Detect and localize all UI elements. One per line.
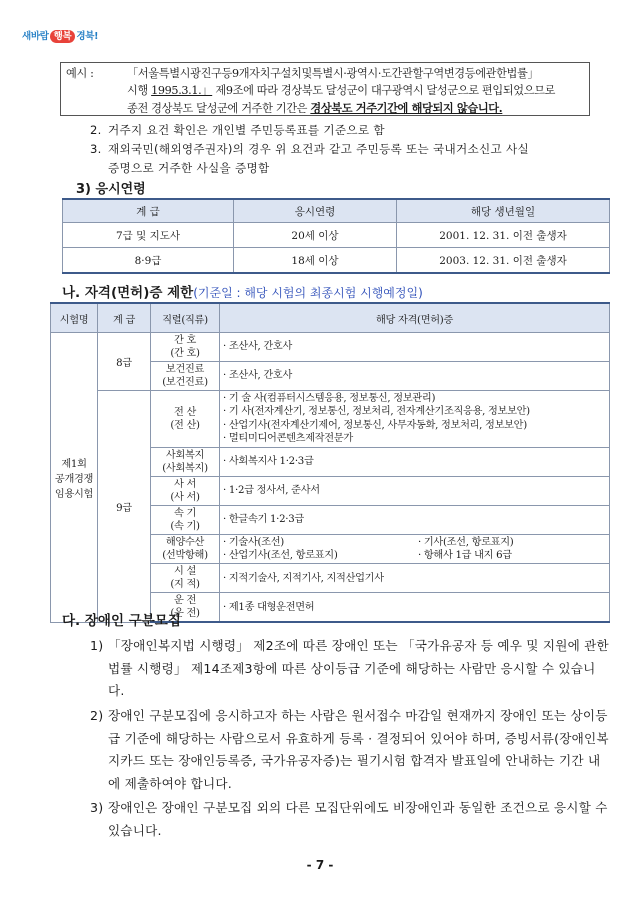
job-cell	[151, 505, 220, 534]
note-2	[90, 121, 385, 140]
job-line: (간 호)	[170, 348, 200, 359]
item-text: 「장애인복지법 시행령」 제2조에 따른 장애인 또는 「국가유공자 등 예우 및 지원에 관한 법률 시행령」 제14조제3항에 따른 상이등급 기준에 해당하는 사람만 응시할 수 있습니다.	[108, 638, 609, 698]
job-line: (지 적)	[170, 579, 200, 591]
col-header: 해당 자격(면허)증	[220, 303, 610, 333]
table-cell: 7급 및 지도사	[63, 223, 234, 248]
job-line: 전 산	[173, 406, 197, 418]
job-cell	[151, 564, 220, 593]
page-number: - 7 -	[306, 858, 334, 872]
job-line: (운 전)	[170, 608, 200, 620]
col-header: 직렬(직류)	[151, 303, 220, 333]
example-line-3b: 경상북도 거주기간에 해당되지 않습니다.	[310, 101, 503, 115]
col-header: 응시연령	[234, 199, 397, 223]
exam-name-line: 공개경쟁	[54, 473, 94, 485]
note-num: 2.	[90, 123, 102, 137]
license-table	[50, 302, 610, 623]
qual-item: · 기사(조선, 항로표지)	[418, 536, 514, 548]
qual-cell: · 지적기술사, 지적기사, 지적산업기사	[220, 564, 610, 593]
disabled-item-2	[90, 705, 610, 795]
grade-cell: 9급	[98, 391, 151, 623]
qual-cell	[220, 391, 610, 448]
logo-text-3: 경북!	[76, 31, 99, 42]
example-line-2c: 제9조에 따라 경상북도 달성군이 대구광역시 달성군으로 편입되었으므로	[212, 84, 556, 97]
job-cell	[151, 534, 220, 564]
example-line-1: 「서울특별시광진구등9개자치구설치및특별시·광역시·도간관할구역변경등에관한법률」	[127, 67, 539, 80]
job-line: 해양수산	[165, 537, 205, 549]
age-section-title: 3) 응시연령	[76, 182, 146, 197]
job-cell	[151, 476, 220, 505]
col-header: 계 급	[98, 303, 151, 333]
table-row	[51, 333, 610, 362]
job-line: (사 서)	[170, 491, 200, 503]
job-line: (선박항해)	[162, 550, 208, 562]
item-num: 3)	[90, 800, 104, 815]
example-line-2a: 시행	[127, 84, 152, 97]
logo-text-2: 행복	[50, 30, 76, 43]
exam-name-line: 임용시험	[54, 488, 94, 500]
note-3	[90, 140, 529, 159]
qual-line	[223, 549, 608, 562]
job-line: 시 설	[173, 566, 197, 578]
job-line: 사 서	[173, 478, 197, 490]
example-line-2	[127, 83, 555, 100]
item-text: 장애인은 장애인 구분모집 외의 다른 모집단위에도 비장애인과 동일한 조건으로 응시할 수 있습니다.	[108, 800, 608, 838]
table-cell: 18세 이상	[234, 248, 397, 274]
qual-line	[223, 536, 608, 549]
col-header: 시험명	[51, 303, 98, 333]
job-line: 간 호	[173, 335, 197, 346]
example-label: 예시 :	[66, 67, 94, 80]
qual-item: · 산업기사(조선, 항로표지)	[223, 550, 338, 562]
example-box	[60, 62, 590, 116]
qual-item: · 기술사(조선)	[223, 536, 284, 548]
table-header-row	[51, 303, 610, 333]
disabled-item-3	[90, 797, 610, 842]
age-table	[62, 198, 610, 274]
item-num: 1)	[90, 638, 104, 653]
job-line: (전 산)	[170, 419, 200, 431]
job-cell	[151, 447, 220, 476]
job-cell	[151, 362, 220, 391]
table-row	[63, 223, 610, 248]
job-cell	[151, 333, 220, 362]
example-line-3a: 종전 경상북도 달성군에 거주한 기간은	[127, 102, 311, 115]
job-line: (사회복지)	[162, 462, 208, 474]
job-line: (보건진료)	[162, 377, 208, 388]
qual-cell	[220, 534, 610, 564]
col-header: 계 급	[63, 199, 234, 223]
license-section-title	[62, 281, 423, 301]
qual-cell: · 조산사, 간호사	[220, 333, 610, 362]
note-3-cont	[90, 159, 269, 178]
qual-line: · 기 사(전자계산기, 정보통신, 정보처리, 전자계산기조직응용, 정보보안)	[223, 406, 530, 418]
disabled-section-title: 다. 장애인 구분모집	[62, 613, 181, 629]
qual-cell: · 한글속기 1·2·3급	[220, 505, 610, 534]
note-text: 거주지 요건 확인은 개인별 주민등록표를 기준으로 함	[108, 123, 385, 137]
qual-line: · 기 술 사(컴퓨터시스템응용, 정보통신, 정보관리)	[223, 393, 436, 404]
job-line: 사회복지	[165, 449, 205, 461]
qual-cell: · 사회복지사 1·2·3급	[220, 447, 610, 476]
job-line: 운 전	[173, 595, 197, 607]
logo-text-1: 새바람	[22, 31, 49, 42]
license-note: (기준일 : 해당 시험의 최종시험 시행예정일)	[193, 286, 423, 300]
item-num: 2)	[90, 708, 104, 723]
qual-line: · 산업기사(전자계산기제어, 정보통신, 사무자동화, 정보처리, 정보보안)	[223, 419, 527, 431]
gyeongbuk-logo	[22, 26, 130, 48]
note-text: 증명으로 거주한 사실을 증명함	[108, 161, 270, 175]
license-title-text: 나. 자격(면허)증 제한	[62, 285, 194, 301]
job-line: (속 기)	[170, 520, 200, 532]
note-num: 3.	[90, 142, 102, 156]
qual-cell: · 1·2급 정사서, 준사서	[220, 476, 610, 505]
table-row	[51, 391, 610, 448]
table-cell: 2003. 12. 31. 이전 출생자	[397, 248, 610, 274]
grade-cell: 8급	[98, 333, 151, 391]
table-header-row	[63, 199, 610, 223]
job-line: 보건진료	[165, 364, 205, 375]
qual-cell: · 제1종 대형운전면허	[220, 593, 610, 623]
table-row	[63, 248, 610, 274]
disabled-item-1	[90, 635, 610, 703]
qual-item: · 항해사 1급 내지 6급	[418, 550, 512, 562]
job-line: 속 기	[173, 507, 197, 519]
item-text: 장애인 구분모집에 응시하고자 하는 사람은 원서접수 마감일 현재까지 장애인 또는 상이등급 기준에 해당하는 사람으로서 유효하게 등록 · 결정되어 있어야 하며, 증빙서류(장애인복지카드 또는 장애인등록증, 국가유공자증)는 필기시험 합격자 발표일에 안내하는 기간 내에 제출하여야 합니다.	[108, 708, 609, 791]
example-line-3	[127, 100, 502, 118]
job-cell	[151, 391, 220, 448]
table-cell: 2001. 12. 31. 이전 출생자	[397, 223, 610, 248]
qual-line: · 멀티미디어콘텐츠제작전문가	[223, 433, 353, 445]
exam-name-cell	[51, 333, 98, 623]
example-line-2b: 1995.3.1.」	[151, 84, 213, 97]
exam-name-line: 제1회	[61, 458, 87, 470]
table-cell: 8·9급	[63, 248, 234, 274]
note-text: 재외국민(해외영주권자)의 경우 위 요건과 같고 주민등록 또는 국내거소신고 사실	[108, 142, 530, 156]
table-cell: 20세 이상	[234, 223, 397, 248]
qual-cell: · 조산사, 간호사	[220, 362, 610, 391]
col-header: 해당 생년월일	[397, 199, 610, 223]
